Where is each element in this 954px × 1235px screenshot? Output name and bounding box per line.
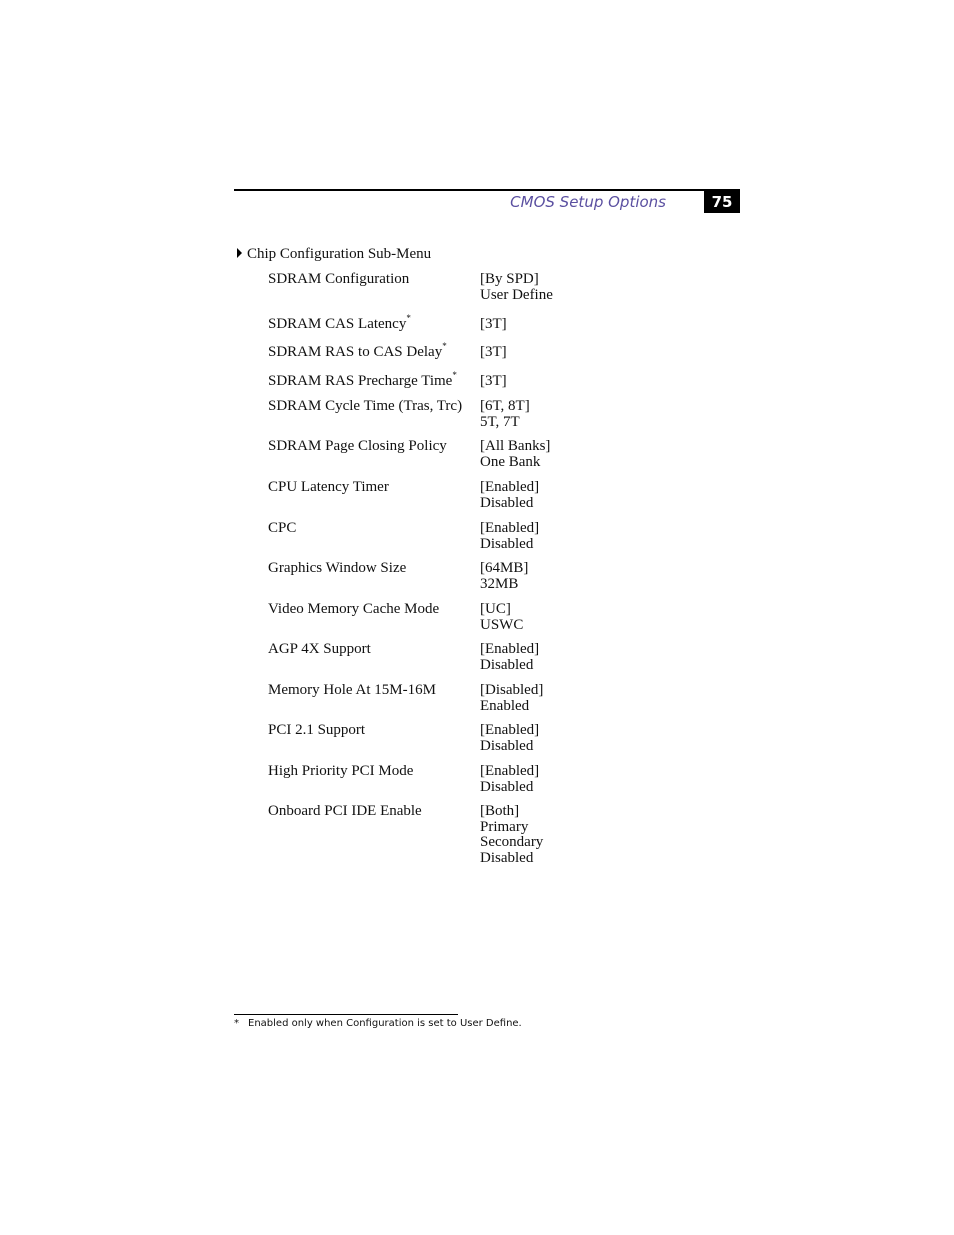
- section-heading-text: Chip Configuration Sub-Menu: [247, 246, 432, 262]
- footnote-marker: *: [452, 370, 457, 380]
- setting-option: Disabled: [480, 849, 534, 866]
- triangle-bullet-icon: [237, 248, 242, 258]
- setting-option: One Bank: [480, 453, 541, 470]
- section-heading: [237, 246, 431, 263]
- setting-options: [480, 521, 539, 552]
- setting-options: [480, 317, 507, 333]
- setting-options: [480, 804, 543, 866]
- setting-option: [3T]: [480, 344, 507, 360]
- setting-option: [Enabled]: [480, 722, 540, 738]
- setting-option: [Disabled]: [480, 682, 544, 698]
- setting-option: 32MB: [480, 575, 519, 592]
- page-number: 75: [704, 191, 740, 213]
- setting-options: [480, 374, 507, 390]
- footnote-text: Enabled only when Configuration is set to User Define.: [248, 1018, 522, 1029]
- setting-options: [480, 399, 530, 430]
- setting-option: Disabled: [480, 535, 534, 552]
- setting-label: Memory Hole At 15M-16M: [268, 682, 436, 698]
- setting-label: SDRAM Configuration: [268, 271, 410, 287]
- setting-option: Disabled: [480, 494, 534, 511]
- footnote-marker: *: [234, 1018, 239, 1029]
- setting-option: [Both]: [480, 803, 520, 819]
- footnote-rule: [234, 1014, 458, 1015]
- setting-label: Onboard PCI IDE Enable: [268, 803, 422, 819]
- setting-option: [6T, 8T]: [480, 398, 530, 414]
- setting-option: USWC: [480, 616, 524, 633]
- setting-option: [All Banks]: [480, 438, 551, 454]
- setting-label: CPC: [268, 520, 297, 536]
- setting-option: Enabled: [480, 697, 530, 714]
- setting-option: [Enabled]: [480, 763, 540, 779]
- footnote-marker: *: [442, 341, 447, 351]
- running-header-title: CMOS Setup Options: [510, 193, 666, 211]
- setting-option: User Define: [480, 286, 553, 303]
- setting-options: [480, 723, 539, 754]
- setting-option: [UC]: [480, 601, 511, 617]
- setting-option: [3T]: [480, 373, 507, 389]
- setting-option: [Enabled]: [480, 479, 540, 495]
- setting-option: Disabled: [480, 656, 534, 673]
- setting-option: Primary: [480, 818, 529, 835]
- setting-label: SDRAM RAS Precharge Time*: [268, 370, 457, 389]
- setting-option: [64MB]: [480, 560, 529, 576]
- setting-label: High Priority PCI Mode: [268, 763, 414, 779]
- footnote-marker: *: [406, 313, 411, 323]
- setting-options: [480, 764, 539, 795]
- setting-label: PCI 2.1 Support: [268, 722, 366, 738]
- setting-option: Disabled: [480, 778, 534, 795]
- setting-option: 5T, 7T: [480, 413, 520, 430]
- setting-label: SDRAM RAS to CAS Delay*: [268, 341, 447, 360]
- setting-options: [480, 561, 528, 592]
- setting-options: [480, 602, 523, 633]
- setting-option: [Enabled]: [480, 641, 540, 657]
- header-rule: [234, 189, 740, 191]
- setting-options: [480, 683, 543, 714]
- setting-label: SDRAM Page Closing Policy: [268, 438, 447, 454]
- setting-option: [3T]: [480, 316, 507, 332]
- setting-options: [480, 642, 539, 673]
- setting-label: SDRAM Cycle Time (Tras, Trc): [268, 398, 463, 414]
- setting-options: [480, 439, 550, 470]
- setting-label: SDRAM CAS Latency*: [268, 313, 411, 332]
- setting-options: [480, 272, 553, 303]
- setting-label: Video Memory Cache Mode: [268, 601, 440, 617]
- footnote: [234, 1018, 522, 1029]
- setting-option: Secondary: [480, 834, 544, 850]
- setting-option: [Enabled]: [480, 520, 540, 536]
- setting-options: [480, 345, 507, 361]
- setting-option: Disabled: [480, 737, 534, 754]
- setting-label: CPU Latency Timer: [268, 479, 389, 495]
- setting-option: [By SPD]: [480, 271, 539, 287]
- setting-options: [480, 480, 539, 511]
- setting-label: AGP 4X Support: [268, 641, 371, 657]
- setting-label: Graphics Window Size: [268, 560, 407, 576]
